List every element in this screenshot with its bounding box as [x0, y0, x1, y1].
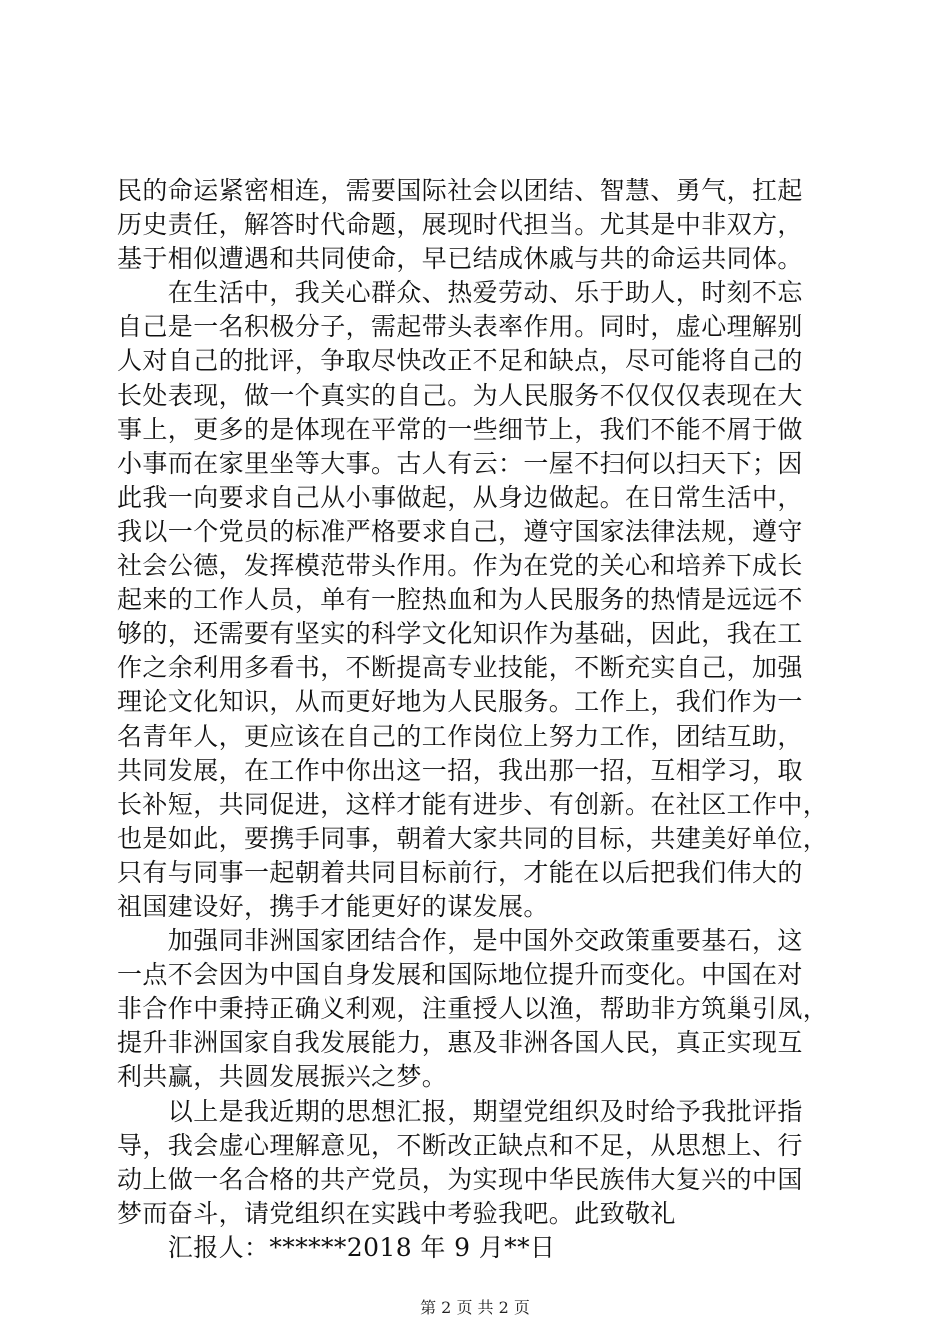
text-line: 梦而奋斗，请党组织在实践中考验我吧。此致敬礼: [117, 1198, 676, 1228]
text-line: 利共赢，共圆发展振兴之梦。: [117, 1062, 448, 1092]
text-line: 一点不会因为中国自身发展和国际地位提升而变化。中国在对: [117, 960, 803, 990]
text-line: 作之余利用多看书，不断提高专业技能，不断充实自己，加强: [117, 653, 803, 683]
text-line: 长补短，共同促进，这样才能有进步、有创新。在社区工作中，: [117, 789, 829, 819]
text-line: 加强同非洲国家团结合作，是中国外交政策重要基石，这: [117, 926, 803, 956]
text-line: 也是如此，要携手同事，朝着大家共同的目标，共建美好单位，: [117, 823, 829, 853]
page-footer: 第 2 页 共 2 页: [420, 1298, 530, 1317]
text-line: 在生活中，我关心群众、热爱劳动、乐于助人，时刻不忘: [117, 278, 803, 308]
text-line: 基于相似遭遇和共同使命，早已结成休戚与共的命运共同体。: [117, 244, 803, 274]
text-line: 我以一个党员的标准严格要求自己，遵守国家法律法规，遵守: [117, 516, 803, 546]
text-line: 动上做一名合格的共产党员，为实现中华民族伟大复兴的中国: [117, 1164, 803, 1194]
text-line: 人对自己的批评，争取尽快改正不足和缺点，尽可能将自己的: [117, 346, 803, 376]
text-line: 够的，还需要有坚实的科学文化知识作为基础，因此，我在工: [117, 619, 803, 649]
text-line: 自己是一名积极分子，需起带头表率作用。同时，虚心理解别: [117, 312, 803, 342]
body-text: [117, 174, 837, 1265]
text-line: 名青年人，更应该在自己的工作岗位上努力工作，团结互助，: [117, 721, 803, 751]
text-line: 理论文化知识，从而更好地为人民服务。工作上，我们作为一: [117, 687, 803, 717]
text-line: 此我一向要求自己从小事做起，从身边做起。在日常生活中，: [117, 482, 803, 512]
text-line: 事上，更多的是体现在平常的一些细节上，我们不能不屑于做: [117, 414, 803, 444]
text-line: 共同发展，在工作中你出这一招，我出那一招，互相学习，取: [117, 755, 803, 785]
text-line: 只有与同事一起朝着共同目标前行，才能在以后把我们伟大的: [117, 857, 803, 887]
text-line: 导，我会虚心理解意见，不断改正缺点和不足，从思想上、行: [117, 1130, 803, 1160]
text-line: 历史责任，解答时代命题，展现时代担当。尤其是中非双方，: [117, 210, 803, 240]
text-line: 祖国建设好，携手才能更好的谋发展。: [117, 891, 549, 921]
text-line: 长处表现，做一个真实的自己。为人民服务不仅仅仅表现在大: [117, 380, 803, 410]
text-line: 提升非洲国家自我发展能力，惠及非洲各国人民，真正实现互: [117, 1028, 803, 1058]
text-line: 以上是我近期的思想汇报，期望党组织及时给予我批评指: [117, 1096, 803, 1126]
text-line: 小事而在家里坐等大事。古人有云：一屋不扫何以扫天下；因: [117, 448, 803, 478]
text-line: 非合作中秉持正确义利观，注重授人以渔，帮助非方筑巢引凤，: [117, 994, 829, 1024]
text-line: 民的命运紧密相连，需要国际社会以团结、智慧、勇气，扛起: [117, 176, 803, 205]
text-line: 起来的工作人员，单有一腔热血和为人民服务的热情是远远不: [117, 585, 803, 615]
text-line: 社会公德，发挥模范带头作用。作为在党的关心和培养下成长: [117, 551, 803, 581]
signature-line: 汇报人：******2018 年 9 月**日: [117, 1232, 556, 1262]
